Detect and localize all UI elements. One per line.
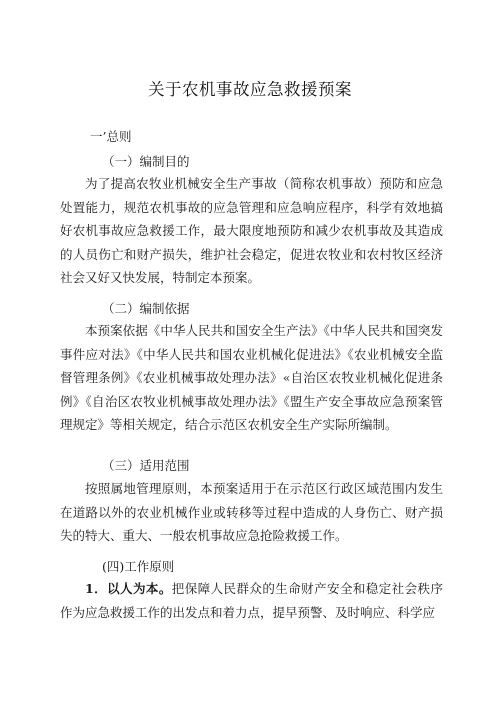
subsection-heading-basis: （二）编制依据 bbox=[102, 301, 190, 316]
subsection-heading-principles: (四)工作原则 bbox=[102, 559, 175, 574]
principle-1-lead: 1．以人为本。 bbox=[85, 581, 172, 596]
principle-1-text: 把保障人民群众的生命财产安全和稳定社会秩序作为应急救援工作的出发点和着力点，提早预警、及时响应、科学应 bbox=[60, 581, 443, 620]
paragraph-scope: 按照属地管理原则，本预案适用于在示范区行政区域范围内发生在道路以外的农业机械作业或转移等过程中造成的人身伤亡、财产损失的特大、重大、一般农机事故应急抢险救援工作。 bbox=[60, 481, 443, 544]
paragraph-purpose: 为了提高农牧业机械安全生产事故（简称农机事故）预防和应急处置能力，规范农机事故的应急管理和应急响应程序，科学有效地搞好农机事故应急救援工作，最大限度地预防和减少农机事故及其造成的人员伤亡和财产损失，维护社会稳定，促进农牧业和农村牧区经济社会又好又快发展，特制定本预案。 bbox=[60, 176, 443, 286]
subsection-heading-purpose: （一）编制目的 bbox=[102, 154, 190, 169]
paragraph-basis: 本预案依据《中华人民共和国安全生产法》《中华人民共和国突发事件应对法》《中华人民共和国农业机械化促进法》《农业机械安全监督管理条例》《农业机械事故处理办法》«自治区农牧业机械化促进条例》《自治区农牧业机械事故处理办法》《盟生产安全事故应急预案管理规定》等相关规定，结合示范区农机安全生产实际所编制。 bbox=[60, 323, 443, 433]
subsection-heading-scope: （三）适用范围 bbox=[102, 458, 190, 473]
document-title: 关于农机事故应急救援预案 bbox=[148, 80, 352, 99]
section-heading-general: 一’总则 bbox=[90, 129, 132, 144]
paragraph-principle-1 bbox=[60, 577, 443, 624]
